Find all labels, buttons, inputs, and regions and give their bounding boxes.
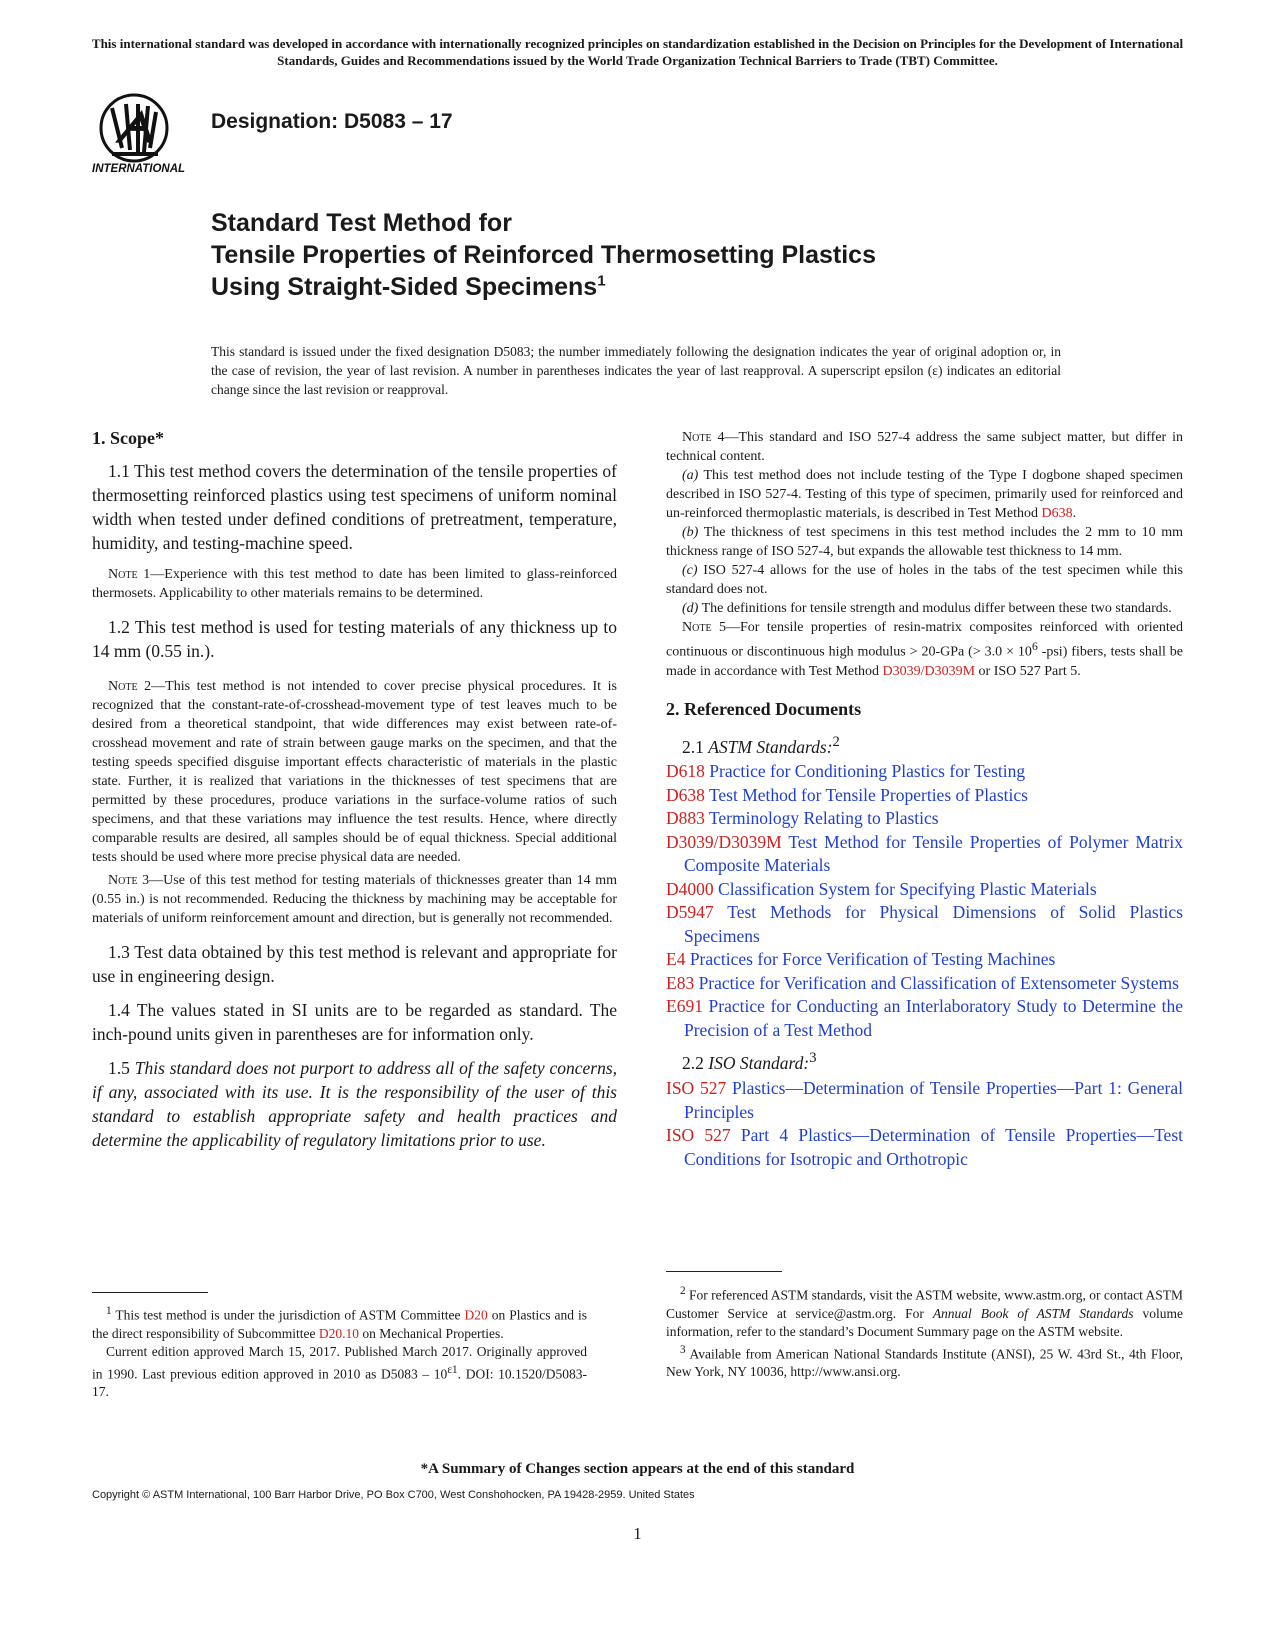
reference-title[interactable]: Practice for Conditioning Plastics for Testing	[704, 761, 1026, 782]
top-notice: This international standard was developed in accordance with internationally recognized principles on standardization established in the Decision on Principles for the Development of International Standards, Guides and Recommendations issued by the World Trade Organization Technical Barriers to Trade (TBT) Committee.	[91, 36, 1184, 68]
footnote-rule-right	[666, 1271, 782, 1272]
reference-item	[666, 878, 1183, 902]
astm-reference-list	[666, 760, 1183, 1042]
note-5-label: Note 5	[682, 620, 727, 635]
footnote-2-italic: Annual Book of ASTM Standards	[932, 1305, 1134, 1321]
title-line-1: Standard Test Method for	[211, 209, 512, 237]
note-4-label: Note 4	[682, 430, 725, 445]
footnote-1-para-1	[92, 1302, 587, 1343]
astm-subhead-fn: 2	[832, 733, 840, 750]
footnote-3-mark: 3	[680, 1343, 686, 1356]
section-1-1: 1.1 This test method covers the determination of the tensile properties of thermosetting reinforced plastics using test specimens of uniform nominal width when tested under defined conditions of pretreatment, temperature, humidity, and testing-machine speed.	[92, 461, 617, 553]
note-4-b	[666, 523, 1183, 561]
section-1-5	[92, 1056, 617, 1152]
reference-title[interactable]: Practice for Conducting an Interlaboratory Study to Determine the Precision of a Test Method	[684, 996, 1183, 1040]
footnote-1-p2-sup: ε1	[447, 1363, 458, 1376]
footnote-2-text-b: volume information, refer to the standard’s Document Summary page on the ASTM website.	[666, 1305, 1183, 1339]
note-4-a-label: (a)	[682, 468, 699, 483]
left-column	[92, 428, 617, 1162]
reference-code-link[interactable]: D4000	[666, 878, 714, 899]
reference-title[interactable]: Test Methods for Physical Dimensions of Solid Plastics Specimens	[684, 902, 1183, 946]
note-4-a	[666, 466, 1183, 523]
note-5	[666, 618, 1183, 681]
note-4-b-label: (b)	[682, 525, 699, 540]
note-5-text-b: -psi) fibers, tests shall be made in accordance with Test Method	[666, 644, 1183, 679]
reference-title[interactable]: Test Method for Tensile Properties of Polymer Matrix Composite Materials	[684, 831, 1183, 876]
reference-title[interactable]: Test Method for Tensile Properties of Plastics	[704, 784, 1028, 805]
reference-item	[666, 995, 1183, 1042]
title-line-3	[211, 271, 1111, 303]
iso-subhead-num: 2.2	[682, 1053, 709, 1074]
reference-code-link[interactable]: E691	[666, 996, 703, 1017]
designation: Designation: D5083 – 17	[211, 110, 453, 133]
title-footnote-mark: 1	[597, 272, 606, 290]
reference-code-link[interactable]: ISO 527	[666, 1078, 727, 1099]
astm-standards-subhead	[666, 730, 1183, 759]
reference-title[interactable]: Classification System for Specifying Plastic Materials	[713, 878, 1097, 899]
section-1-2: 1.2 This test method is used for testing materials of any thickness up to 14 mm (0.55 in.).	[92, 617, 617, 661]
reference-item	[666, 972, 1183, 996]
reference-title[interactable]: Practices for Force Verification of Testing Machines	[685, 949, 1056, 970]
note-2-text: —This test method is not intended to cover precise physical procedures. It is recognized that the constant-rate-of-crosshead-movement type of test leaves much to be desired from a theoretical standpoint, that wide differences may exist between rate-of-crosshead movement and rate of strain between gauge marks on the specimen, and that the testing speeds specified disguise important effects characteristic of materials in the plastic state. Further, it is realized that variations in the thicknesses of test specimens that are permitted by these procedures, produce variations in the surface-volume ratios of such specimens, and that these variations may influence the test results. Hence, where directly comparable results are desired, all samples should be of equal thickness. Special additional tests should be used where more precise physical data are needed.	[92, 679, 617, 865]
link-d3039[interactable]: D3039/D3039M	[882, 663, 976, 679]
footnote-2	[666, 1282, 1183, 1341]
title-line-3-text: Using Straight-Sided Specimens	[211, 273, 598, 301]
document-title	[211, 207, 1111, 303]
astm-subhead-num: 2.1	[682, 736, 709, 757]
note-4	[666, 428, 1183, 466]
right-column	[666, 428, 1183, 1171]
footnotes-right	[666, 1282, 1183, 1381]
footnote-2-text-a: For referenced ASTM standards, visit the ASTM website, www.astm.org, or contact ASTM Customer Service at service@astm.org. For	[666, 1287, 1183, 1321]
note-4-a-text: This test method does not include testing of the Type I dogbone shaped specimen described in ISO 527-4. Testing of this type of specimen, primarily used for reinforced and un-reinforced thermoplastic materials, is described in Test Method	[666, 468, 1183, 521]
footnote-1-text-c: on Mechanical Properties.	[358, 1325, 504, 1341]
footnote-1-mark: 1	[106, 1305, 112, 1317]
footnote-1-para-2	[92, 1343, 587, 1402]
reference-item	[666, 948, 1183, 972]
reference-code-link[interactable]: ISO 527	[666, 1125, 731, 1146]
note-4-c	[666, 561, 1183, 599]
reference-item	[666, 901, 1183, 948]
section-1-4: 1.4 The values stated in SI units are to be regarded as standard. The inch-pound units given in parentheses are for information only.	[92, 1000, 617, 1044]
note-4-d-text: The definitions for tensile strength and modulus differ between these two standards.	[698, 601, 1172, 616]
title-line-2: Tensile Properties of Reinforced Thermosetting Plastics	[211, 241, 876, 269]
note-4-c-label: (c)	[682, 563, 698, 578]
reference-item	[666, 760, 1183, 784]
page-number: 1	[633, 1524, 642, 1543]
note-1	[92, 565, 617, 603]
iso-standard-subhead	[666, 1046, 1183, 1075]
iso-subhead-fn: 3	[809, 1050, 817, 1067]
note-1-label: Note 1	[108, 567, 151, 582]
note-3-text: —Use of this test method for testing materials of thicknesses greater than 14 mm (0.55 in.) is not recommended. Reducing the thickness by machining may be acceptable for materials of uniform reinforcement amount and direction, but is generally not recommended.	[92, 873, 617, 926]
reference-code-link[interactable]: D5947	[666, 902, 714, 923]
section-1-5-text: This standard does not purport to address all of the safety concerns, if any, associated with its use. It is the responsibility of the user of this standard to establish appropriate safety and health practices and determine the applicability of regulatory limitations prior to use.	[92, 1058, 618, 1150]
note-3	[92, 871, 617, 928]
link-d20-10[interactable]: D20.10	[318, 1325, 359, 1341]
scope-heading: 1. Scope*	[92, 428, 164, 448]
reference-item	[666, 784, 1183, 808]
reference-code-link[interactable]: D883	[666, 808, 705, 829]
note-4-text: —This standard and ISO 527-4 address the same subject matter, but differ in technical content.	[666, 430, 1183, 464]
note-4-c-text: ISO 527-4 allows for the use of holes in the tabs of the test specimen while this standard does not.	[666, 563, 1183, 597]
reference-item	[666, 1124, 1183, 1171]
note-3-label: Note 3	[108, 873, 150, 888]
note-2	[92, 677, 617, 867]
section-1-5-num: 1.5	[108, 1058, 135, 1078]
issuance-statement: This standard is issued under the fixed designation D5083; the number immediately following the designation indicates the year of original adoption or, in the case of revision, the year of last revision. A number in parentheses indicates the year of last reapproval. A superscript epsilon (ε) indicates an editorial change since the last revision or reapproval.	[211, 344, 1061, 397]
footnote-1-text-a: This test method is under the jurisdiction of ASTM Committee	[111, 1307, 465, 1323]
astm-subhead-text: ASTM Standards:	[708, 736, 833, 757]
footnote-rule-left	[92, 1292, 208, 1293]
note-4-d	[666, 599, 1183, 618]
footnote-3-text: Available from American National Standards Institute (ANSI), 25 W. 43rd St., 4th Floor, New York, NY 10036, http://www.ansi.org.	[666, 1346, 1183, 1379]
reference-code-link[interactable]: D3039/D3039M	[666, 831, 782, 852]
footnote-2-mark: 2	[680, 1285, 686, 1297]
note-5-sup: 6	[1031, 640, 1038, 653]
note-2-label: Note 2	[108, 679, 152, 694]
copyright-line: Copyright © ASTM International, 100 Barr Harbor Drive, PO Box C700, West Conshohocken, PA 19428-2959. United States	[92, 1489, 695, 1501]
reference-title[interactable]: Terminology Relating to Plastics	[704, 808, 939, 829]
link-d20[interactable]: D20	[464, 1307, 488, 1323]
section-1-3: 1.3 Test data obtained by this test method is relevant and appropriate for use in engineering design.	[92, 942, 617, 986]
footnote-1-p2-a: Current edition approved March 15, 2017. Published March 2017. Originally approved in 1990. Last previous edition approved in 2010 as D5083 – 10	[92, 1343, 587, 1381]
reference-item	[666, 831, 1183, 878]
note-4-a-end: .	[1072, 506, 1077, 521]
astm-international-logo-icon	[92, 90, 200, 180]
reference-title[interactable]: Part 4 Plastics—Determination of Tensile Properties—Test Conditions for Isotropic and Orthotropic	[684, 1125, 1183, 1169]
link-d638[interactable]: D638	[1041, 506, 1073, 521]
referenced-documents-heading: 2. Referenced Documents	[666, 698, 862, 719]
note-4-d-label: (d)	[682, 601, 699, 616]
footnote-1-text-b: on Plastics and is the direct responsibility of Subcommittee	[92, 1307, 588, 1341]
reference-title[interactable]: Practice for Verification and Classification of Extensometer Systems	[694, 972, 1179, 993]
footnote-1-p2-b: . DOI: 10.1520/D5083-17.	[92, 1366, 587, 1399]
summary-of-changes-note: *A Summary of Changes section appears at the end of this standard	[420, 1461, 855, 1477]
reference-title[interactable]: Plastics—Determination of Tensile Properties—Part 1: General Principles	[684, 1078, 1183, 1122]
reference-item	[666, 1077, 1183, 1124]
svg-text:ᗅ: ᗅ	[114, 106, 154, 152]
reference-code-link[interactable]: E83	[666, 972, 695, 993]
reference-code-link[interactable]: D638	[666, 784, 705, 805]
reference-item	[666, 807, 1183, 831]
note-5-text-c: or ISO 527 Part 5.	[975, 663, 1081, 679]
note-4-b-text: The thickness of test specimens in this test method includes the 2 mm to 10 mm thickness range of ISO 527-4, but expands the allowable test thickness to 14 mm.	[666, 525, 1183, 559]
reference-code-link[interactable]: D618	[666, 761, 705, 782]
logo-text: INTERNATIONAL	[92, 163, 186, 175]
note-5-text-a: —For tensile properties of resin-matrix composites reinforced with oriented continuous or discontinuous high modulus > 20-GPa (> 3.0 × 10	[666, 620, 1183, 660]
reference-code-link[interactable]: E4	[666, 949, 686, 970]
footnote-1	[92, 1302, 587, 1401]
note-1-text: —Experience with this test method to date has been limited to glass-reinforced thermosets. Applicability to other materials remains to be determined.	[92, 567, 617, 601]
iso-subhead-text: ISO Standard:	[708, 1053, 810, 1074]
footnote-3	[666, 1341, 1183, 1382]
